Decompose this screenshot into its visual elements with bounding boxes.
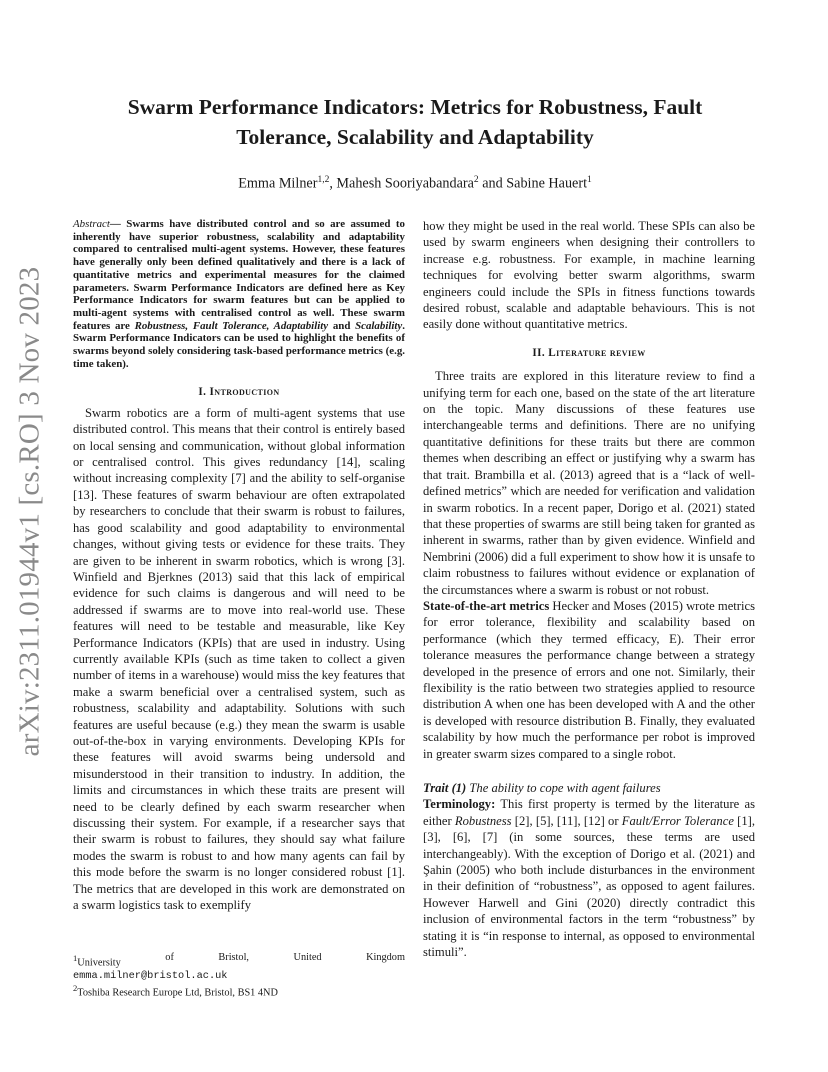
abstract-scalability: Scalability	[355, 319, 403, 332]
right-column	[423, 218, 755, 960]
abstract-text-end: . Swarm Performance Indicators can be used to highlight the benefits of swarms beyond solely considering task-based performance metrics (e.g. time taken).	[73, 319, 405, 370]
terminology-text: [2], [5], [11], [12] or	[511, 813, 622, 828]
footnote-word: of	[165, 952, 174, 963]
footnote-word: Kingdom	[366, 952, 405, 963]
trait-heading	[423, 780, 755, 796]
footnote-word: Bristol,	[218, 952, 249, 963]
section-heading-literature-review: II. Literature review	[532, 346, 646, 359]
footnote-word: United	[293, 952, 322, 963]
footnote-text: Toshiba Research Europe Ltd, Bristol, BS1 4ND	[77, 987, 278, 999]
trait-title: The ability to cope with agent failures	[466, 781, 661, 795]
author-name: Sabine Hauert	[506, 175, 588, 192]
footnote-1	[73, 952, 405, 970]
author-name: Mahesh Sooriyabandara	[336, 175, 474, 192]
abstract-dash: —	[109, 218, 121, 230]
author-affiliation-mark: 1	[587, 175, 592, 185]
footnote-email: emma.milner@bristol.ac.uk	[73, 969, 228, 982]
authors-and: and	[482, 175, 503, 192]
introduction-paragraph: Swarm robotics are a form of multi-agent systems that use distributed control. This means that their control is entirely based on local sensing and communication, without global information or centralised control. This gives redundancy [14], scaling without increasing complexity [7] and the ability to self-organise [13]. These features of swarm behaviour are often extrapolated by researchers to conclude that their swarm is robust to failures, has good scalability and good adaptability to environmental changes, without giving tests or evidence for these traits. They are given to be inherent in swarm robotics, which is wrong [3]. Winfield and Bjerknes (2013) said that this lack of empirical evidence for such claims is dangerous and will need to be addressed if swarms are to move into real-world use. These features will need to be testable and measurable, like Key Performance Indicators (KPIs) that are used in industry. Using currently available KPIs (such as time taken to collect a given number of items in a warehouse) would miss the key features that make a swarm beneficial over a centralised system, such as robustness, scalability and adaptability. Solutions with such features are useful because (e.g.) they mean the swarm is usable out-of-the-box in varying environments. Developing KPIs for these features will avoid swarms being undersold and misunderstood in their transition to industry. In addition, the limits and circumstances in which these traits are present will need to be clearly defined by each swarm researcher when discussing their system. For example, if a researcher says that their swarm is robust to failures, they should say what failure modes the swarm is robust to and how many agents can fail by this mode before the swarm is no longer considered robust [1]. The metrics that are developed in this work are demonstrated on a swarm logistics task to exemplify	[73, 405, 405, 913]
literature-paragraph: Three traits are explored in this literature review to find a unifying term for each one, based on the state of the art literature on the topic. Many discussions of these features use interchangeable terms and definitions. There are no unifying quantitative definitions for these traits but there are common themes when describing an effect or justifying why a swarm has that trait. Brambilla et al. (2013) agreed that is a “lack of well-defined metrics” which are needed for verification and validation in swarm robotics. In a recent paper, Dorigo et al. (2021) stated that these properties of swarms are still being taken for granted as inherent in swarms, rather than by given evidence. Winfield and Nembrini (2006) did a full experiment to show how it is unsafe to claim robustness to failures without evidence or explanation of the circumstances where a swarm is robust or not robust.	[423, 369, 755, 597]
arxiv-identifier: arXiv:2311.01944v1 [cs.RO] 3 Nov 2023	[13, 266, 46, 756]
terminology-text: [1], [3], [6], [7] (in some sources, these terms are used interchangeably). With the exception of Dorigo et al. (2021) and Şahin (2005) who both include disturbances in the environment in their definition of “robustness”, as opposed to agent failures. However Harwell and Gini (2020) directly contradict this inclusion of environmental factors in the term “robustness” by stating it is “in response to internal, as opposed to environmental stimuli”.	[423, 813, 755, 960]
author-affiliation-mark: 1,2	[317, 175, 330, 185]
terminology-text: This first property is termed by the literature as either	[423, 797, 755, 828]
abstract-and: and	[332, 319, 351, 332]
arxiv-sidebar-stamp	[6, 266, 54, 756]
abstract-features: Robustness, Fault Tolerance, Adaptability	[134, 319, 329, 332]
term-fault-tolerance: Fault/Error Tolerance	[621, 813, 734, 828]
author-list: Emma Milner$^{1,2}$, Mahesh Sooriyabandara$^2$ and Sabine Hauert$^1$	[238, 175, 592, 192]
author-affiliation-mark: 2	[473, 175, 479, 185]
continuation-paragraph: how they might be used in the real world. These SPIs can also be used by swarm engineers when designing their controllers to increase e.g. robustness. For example, in machine learning techniques for evolving better swarm algorithms, swarm engineers could include the SPIs in fitness functions towards desired robust, scalable and adaptable behaviours. This is not easily done without quantitative metrics.	[423, 219, 755, 332]
terminology-label: Terminology:	[423, 797, 496, 812]
trait-label: Trait (1)	[423, 781, 467, 795]
sota-paragraph	[423, 598, 755, 762]
abstract	[73, 218, 405, 370]
abstract-text: Swarms have distributed control and so are assumed to inherently have superior robustness, scalability and adaptability compared to centralised multi-agent systems. However, these features have generally only been defined qualitatively and there is a lack of quantitative metrics and experimental measures for the claimed parameters. Swarm Performance Indicators are defined here as Key Performance Indicators for swarm features but can be applied to multi-agent systems with centralised control as well. These swarm features are	[73, 218, 405, 332]
left-column	[73, 218, 405, 913]
footnote-mark: 2	[73, 983, 78, 994]
author-name: Emma Milner	[238, 175, 318, 192]
footnote-2	[73, 982, 405, 1000]
section-heading-introduction: I. Introduction	[198, 386, 280, 399]
sota-label: State-of-the-art metrics	[423, 598, 550, 613]
sota-text: Hecker and Moses (2015) wrote metrics for error tolerance, flexibility and scalability based on performance (which they termed efficacy, E). Their error tolerance measures the performance change between a strategy developed in the presence of errors and one not. Similarly, their flexibility is the ratio between two strategies applied to resource distribution A when one has been developed with A and the other is developed with resource distribution B. Finally, they evaluated scalability by how much the performance per robot is improved in greater swarm sizes compared to a single robot.	[423, 598, 755, 761]
terminology-paragraph	[423, 796, 755, 960]
footnote-word: University	[77, 957, 121, 969]
footnote-mark: 1	[73, 953, 78, 963]
term-robustness: Robustness	[454, 813, 512, 828]
abstract-label: Abstract	[73, 218, 110, 230]
footnotes	[73, 952, 405, 1000]
paper-title: Swarm Performance Indicators: Metrics for Robustness, Fault Tolerance, Scalability and Adaptability	[127, 95, 703, 149]
